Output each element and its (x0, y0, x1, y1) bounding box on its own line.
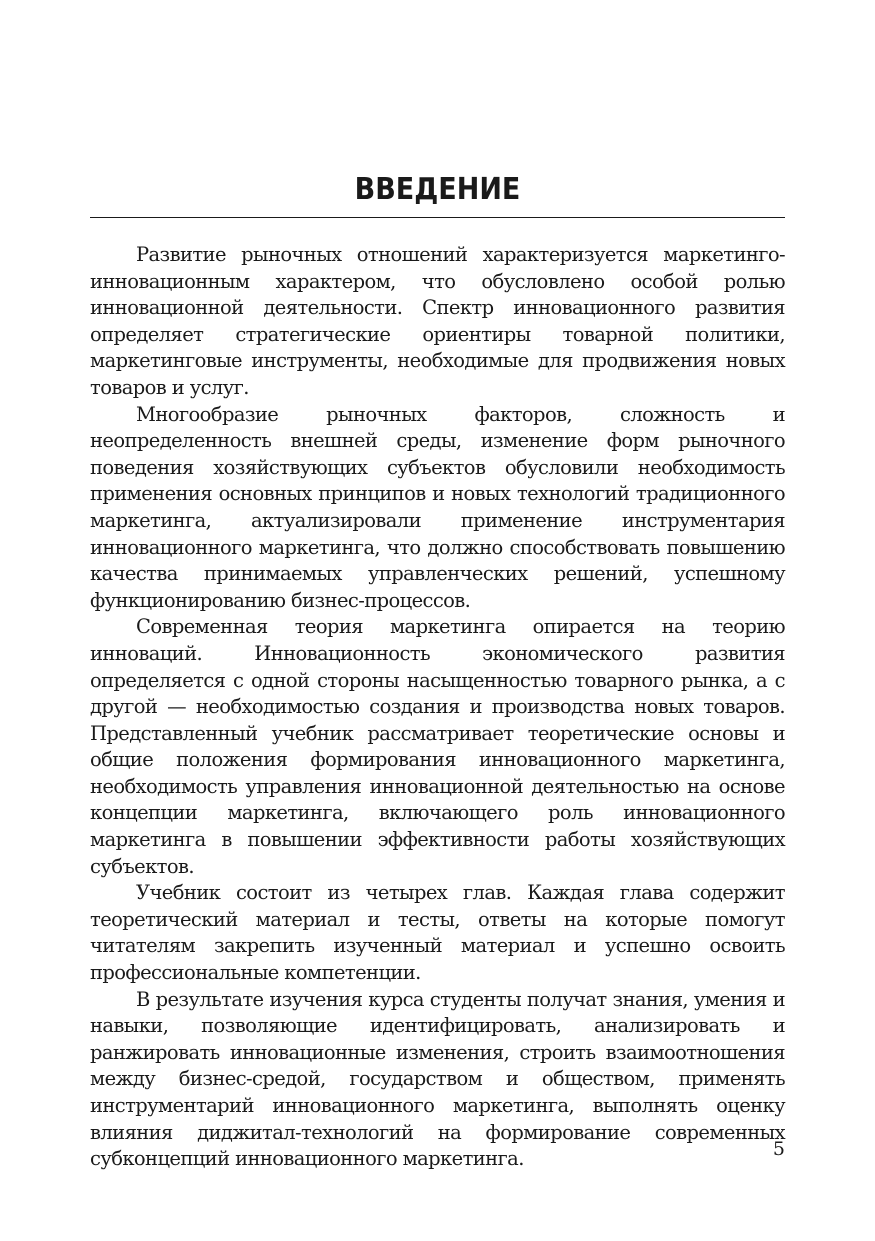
page-title: ВВЕДЕНИЕ (354, 172, 521, 207)
paragraph: В результате изучения курса студенты получат знания, умения и навыки, позволяющие идентифицировать, анализировать и ранжировать инновационные изменения, строить взаимоотношения между бизнес-средой, государством и обществом, применять инструментарий инновационного маркетинга, выполнять оценку влияния диджитал-технологий на формирование современных субконцепций инновационного маркетинга. (90, 987, 785, 1171)
title-divider (90, 217, 785, 218)
paragraph: Современная теория маркетинга опирается на теорию инноваций. Инновационность экономического развития определяется с одной стороны насыщенностью товарного рынка, а с другой — необходимостью создания и производства новых товаров. Представленный учебник рассматривает теоретические основы и общие положения формирования инновационного маркетинга, необходимость управления инновационной деятельностью на основе концепции маркетинга, включающего роль инновационного маркетинга в повышении эффективности работы хозяйствующих субъектов. (90, 615, 785, 878)
body-text (90, 242, 785, 1173)
page-number: 5 (772, 1138, 785, 1160)
paragraph: Развитие рыночных отношений характеризуется маркетинго-инновационным характером, что обусловлено особой ролью инновационной деятельности. Спектр инновационного развития определяет стратегические ориентиры товарной политики, маркетинговые инструменты, необходимые для продвижения новых товаров и услуг. (90, 243, 785, 399)
paragraph: Учебник состоит из четырех глав. Каждая глава содержит теоретический материал и тесты, ответы на которые помогут читателям закрепить изученный материал и успешно освоить профессиональные компетенции. (90, 881, 785, 985)
paragraph: Многообразие рыночных факторов, сложность и неопределенность внешней среды, изменение форм рыночного поведения хозяйствующих субъектов обусловили необходимость применения основных принципов и новых технологий традиционного маркетинга, актуализировали применение инструментария инновационного маркетинга, что должно способствовать повышению качества принимаемых управленческих решений, успешному функционированию бизнес-процессов. (90, 402, 785, 612)
